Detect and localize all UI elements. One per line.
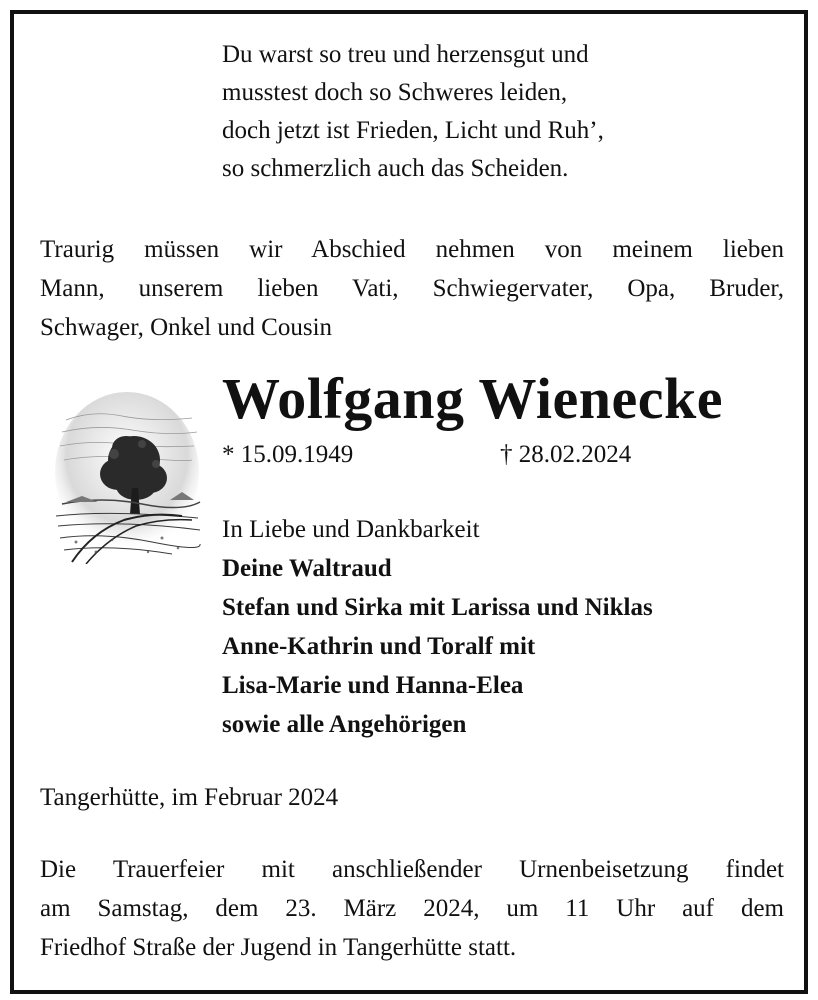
ceremony-line: am Samstag, dem 23. März 2024, um 11 Uhr auf dem [40,895,784,922]
poem-line: Du warst so treu und herzensgut und [222,41,589,68]
poem-verse [222,36,604,188]
signoff-block [222,510,653,744]
deceased-name: Wolfgang Wienecke [222,366,723,431]
intro-line: Traurig müssen wir Abschied nehmen von meinem lieben [40,236,784,263]
mourner-line: Deine Waltraud [222,555,392,582]
tree-landscape-icon [52,392,202,564]
intro-paragraph [40,230,784,347]
poem-line: so schmerzlich auch das Scheiden. [222,155,569,182]
intro-line: Mann, unserem lieben Vati, Schwiegervater, Opa, Bruder, [40,275,784,302]
poem-line: musstest doch so Schweres leiden, [222,79,568,106]
death-date: † 28.02.2024 [500,441,632,468]
place-date: Tangerhütte, im Februar 2024 [40,784,339,811]
life-dates [222,440,632,470]
mourner-line: sowie alle Angehörigen [222,711,467,738]
ceremony-line: Die Trauerfeier mit anschließender Urnenbeisetzung findet [40,856,784,883]
ceremony-paragraph [40,850,784,967]
mourner-line: Anne-Kathrin und Toralf mit [222,633,536,660]
mourner-line: Stefan und Sirka mit Larissa und Niklas [222,594,653,621]
mourner-line: Lisa-Marie und Hanna-Elea [222,672,524,699]
signoff-lead: In Liebe und Dankbarkeit [222,516,480,543]
birth-date: * 15.09.1949 [222,441,354,468]
poem-line: doch jetzt ist Frieden, Licht und Ruh’, [222,117,604,144]
obituary-frame [10,10,808,994]
ceremony-line: Friedhof Straße der Jugend in Tangerhütte statt. [40,934,517,961]
intro-line: Schwager, Onkel und Cousin [40,314,333,341]
